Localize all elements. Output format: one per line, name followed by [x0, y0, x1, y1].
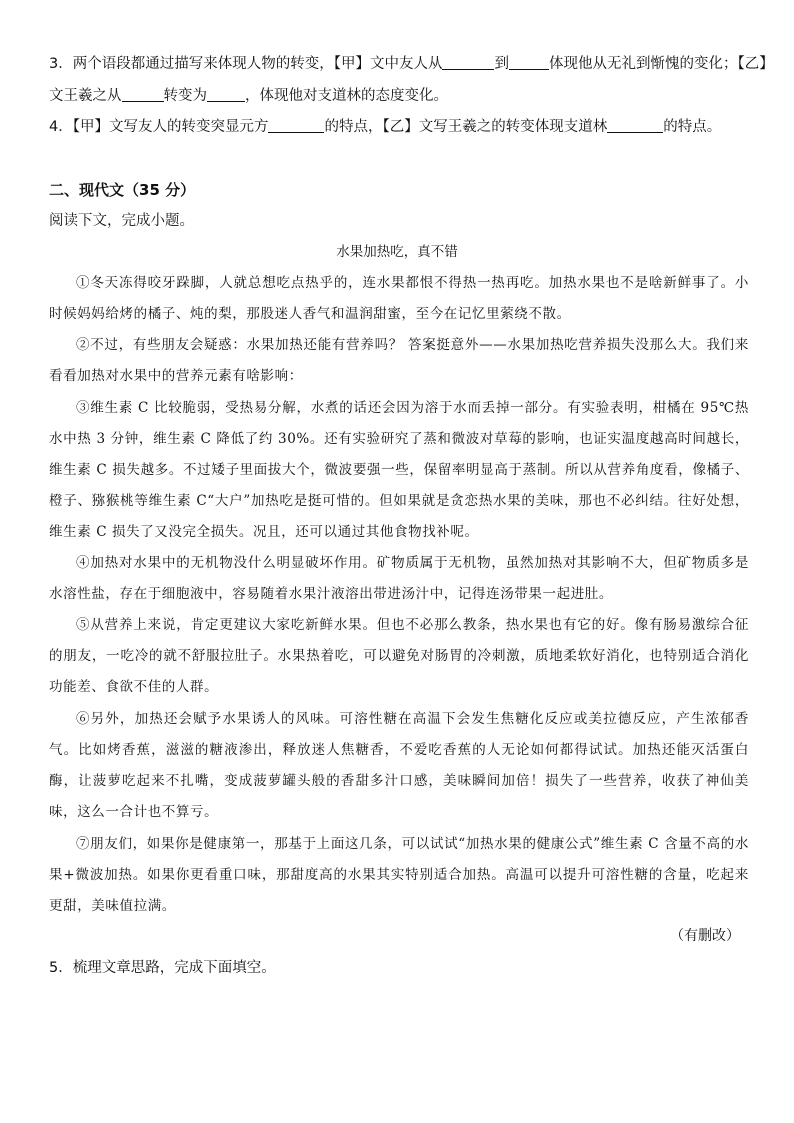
article-paragraph: ⑤从营养上来说，肯定更建议大家吃新鲜水果。但也不必那么教条，热水果也有它的好。像有肠易激综合征的朋友，一吃冷的就不舒服拉肚子。水果热着吃，可以避免对肠胃的冷刺激，质地柔软好消化，也特别适合消化功能差、食欲不佳的人群。	[49, 617, 749, 695]
question-3-text-c: 体现他从无礼到惭愧的变化；【乙】	[548, 56, 774, 72]
answer-blank[interactable]	[268, 118, 324, 133]
question-3-text-f: ，体现他对支道林的态度变化。	[245, 88, 448, 104]
question-4-text-c: 的特点。	[663, 119, 722, 135]
question-3-text-a: 3．两个语段都通过描写来体现人物的转变，【甲】文中友人从	[49, 56, 443, 72]
answer-blank[interactable]	[509, 55, 549, 70]
question-4-text-b: 的特点，【乙】文写王羲之的转变体现支道林	[324, 119, 608, 135]
question-4-text-a: 4．【甲】文写友人的转变突显元方	[49, 119, 269, 135]
article-paragraph: ②不过，有些朋友会疑惑：水果加热还能有营养吗？ 答案挺意外——水果加热吃营养损失没那么大。我们来看看加热对水果中的营养元素有啥影响：	[49, 337, 749, 384]
question-3-text-b: 到	[494, 56, 509, 72]
question-5: 5．梳理文章思路，完成下面填空。	[49, 960, 276, 976]
article-paragraph: ④加热对水果中的无机物没什么明显破坏作用。矿物质属于无机物，虽然加热对其影响不大，但矿物质多是水溶性盐，存在于细胞液中，容易随着水果汁液溶出带进汤汁中，记得连汤带果一起进肚。	[49, 555, 749, 602]
question-3-text-e: 转变为	[163, 88, 207, 104]
question-3-line-1	[49, 54, 774, 74]
section-heading: 二、现代文（35 分）	[49, 181, 196, 199]
question-3-text-d: 文王羲之从	[49, 88, 122, 104]
article-paragraph: ③维生素 C 比较脆弱，受热易分解，水煮的话还会因为溶于水而丢掉一部分。有实验表明，柑橘在 95℃热水中热 3 分钟，维生素 C 降低了约 30%。还有实验研究了蒸和微波对草莓的影响，也证实温度越高时间越长，维生素 C 损失越多。不过矮子里面拔大个，微波要强一些，保留率明显高于蒸制。所以从营养角度看，像橘子、橙子、猕猴桃等维生素 C“大户”加热吃是挺可惜的。但如果就是贪恋热水果的美味，那也不必纠结。往好处想，维生素 C 损失了又没完全损失。况且，还可以通过其他食物找补呢。	[49, 400, 749, 540]
article-title: 水果加热吃，真不错	[336, 244, 458, 260]
article-paragraph: ⑥另外，加热还会赋予水果诱人的风味。可溶性糖在高温下会发生焦糖化反应或美拉德反应，产生浓郁香气。比如烤香蕉，滋滋的糖液渗出，释放迷人焦糖香，不爱吃香蕉的人无论如何都得试试。加热还能灭活蛋白酶，让菠萝吃起来不扎嘴，变成菠萝罐头般的香甜多汁口感，美味瞬间加倍！损失了一些营养，收获了神仙美味，这么一合计也不算亏。	[49, 711, 749, 820]
answer-blank[interactable]	[122, 87, 164, 102]
question-3-line-2	[49, 86, 448, 106]
article-paragraph: ⑦朋友们，如果你是健康第一，那基于上面这几条，可以试试“加热水果的健康公式”维生素 C 含量不高的水果+微波加热。如果你更看重口味，那甜度高的水果其实特别适合加热。高温可以提升可溶性糖的含量，吃起来更甜，美味值拉满。	[49, 836, 749, 914]
article-source-note: （有删改）	[670, 928, 740, 944]
answer-blank[interactable]	[607, 118, 663, 133]
question-4	[49, 117, 721, 137]
article-paragraph: ①冬天冻得咬牙跺脚，人就总想吃点热乎的，连水果都恨不得热一热再吃。加热水果也不是啥新鲜事了。小时候妈妈给烤的橘子、炖的梨，那股迷人香气和温润甜蜜，至今在记忆里萦绕不散。	[49, 275, 749, 322]
answer-blank[interactable]	[207, 87, 245, 102]
section-instruction: 阅读下文，完成小题。	[49, 213, 194, 229]
answer-blank[interactable]	[442, 55, 494, 70]
